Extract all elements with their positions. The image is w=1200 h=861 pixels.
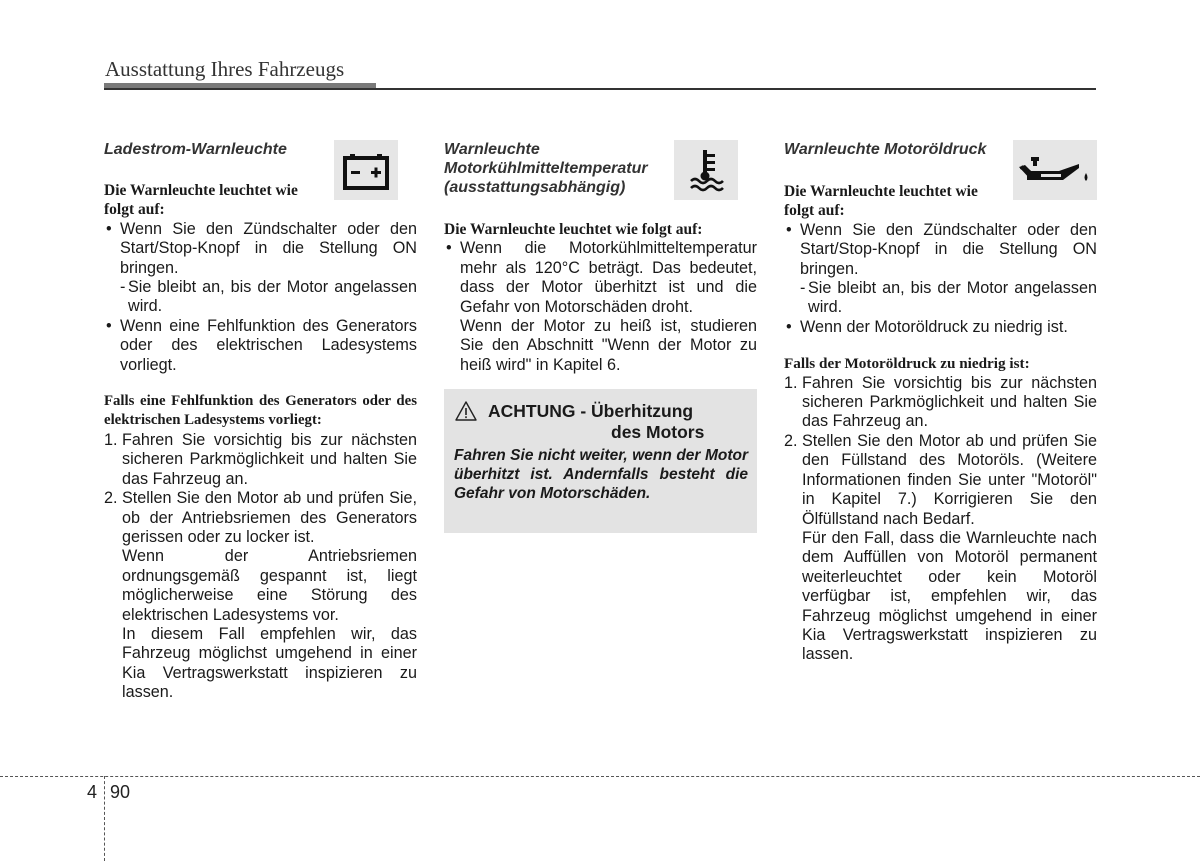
column-oil-pressure-warning xyxy=(784,140,1097,665)
page-header-title: Ausstattung Ihres Fahrzeugs xyxy=(105,57,345,81)
section-title: Warnleuchte Motoröldruck xyxy=(784,141,987,158)
chapter-number: 4 xyxy=(87,782,98,802)
warning-body: Fahren Sie nicht weiter, wenn der Motor überhitzt ist. Andernfalls besteht die Gefahr von Motorschäden. xyxy=(454,447,748,503)
section-title: Ladestrom-Warnleuchte xyxy=(104,141,287,158)
list-item: • Wenn Sie den Zündschalter oder den Start/Stop-Knopf in die Stellung ON bringen. xyxy=(784,221,1097,279)
warning-title: ACHTUNG - Überhitzung des Motors xyxy=(488,401,705,442)
page-number: 90 xyxy=(110,782,131,802)
list-item: • Wenn eine Fehlfunktion des Generators oder des elektrischen Ladesystems vorliegt. xyxy=(104,317,417,375)
list-subitem: - Sie bleibt an, bis der Motor angelassen wird. xyxy=(800,279,1097,317)
list-item: 1. Fahren Sie vorsichtig bis zur nächsten sicheren Parkmöglichkeit und halten Sie das Fahrzeug an. xyxy=(104,430,417,488)
paragraph: In diesem Fall empfehlen wir, das Fahrzeug möglichst umgehend in einer Kia Vertragswerkstatt inspizieren zu lassen. xyxy=(122,624,417,702)
lead-text: Falls der Motoröldruck zu niedrig ist: xyxy=(784,355,1030,373)
footer-divider xyxy=(104,776,105,861)
list-item: 2. Stellen Sie den Motor ab und prüfen Sie den Füllstand des Motoröls. (Weitere Informationen finden Sie unter "Motoröl" in Kapitel 7.) Korrigieren Sie den Ölfüllstand nach Bedarf. xyxy=(784,431,1097,528)
lead-text: Die Warnleuchte leuchtet wie folgt auf: xyxy=(784,183,978,220)
list-item: • Wenn Sie den Zündschalter oder den Start/Stop-Knopf in die Stellung ON bringen. xyxy=(104,220,417,278)
list-item: • Wenn der Motoröldruck zu niedrig ist. xyxy=(784,318,1097,337)
lead-text: Die Warnleuchte leuchtet wie folgt auf: xyxy=(444,221,703,238)
lead-text: Falls eine Fehlfunktion des Generators oder des elektrischen Ladesystems vorliegt: xyxy=(104,393,417,429)
paragraph: Für den Fall, dass die Warnleuchte nach dem Auffüllen von Motoröl permanent weiterleuchtet oder kein Motoröl verfügbar ist, empfehlen wir, das Fahrzeug möglichst umgehend in einer Kia Vertragswerkstatt inspizieren zu lassen. xyxy=(802,528,1097,664)
warning-box xyxy=(444,389,757,533)
paragraph: Wenn der Antriebsriemen ordnungsgemäß gespannt ist, liegt möglicherweise eine Störung des elektrischen Ladesystems vor. xyxy=(122,547,417,624)
column-charging-warning xyxy=(104,140,417,703)
list-item: 1. Fahren Sie vorsichtig bis zur nächsten sicheren Parkmöglichkeit und halten Sie das Fahrzeug an. xyxy=(784,373,1097,431)
footer-rule xyxy=(0,776,1200,777)
lead-text: Die Warnleuchte leuchtet wie folgt auf: xyxy=(104,182,298,219)
header-rule xyxy=(104,88,1096,90)
list-subitem: - Sie bleibt an, bis der Motor angelassen wird. xyxy=(120,278,417,316)
paragraph: Wenn der Motor zu heiß ist, studieren Sie den Abschnitt "Wenn der Motor zu heiß wird" in Kapitel 6. xyxy=(460,317,757,374)
section-title: Warnleuchte Motorkühlmitteltemperatur (ausstattungsabhängig) xyxy=(444,141,648,196)
list-item: 2. Stellen Sie den Motor ab und prüfen Sie, ob der Antriebsriemen des Generators gerissen oder zu locker ist. xyxy=(104,489,417,546)
column-coolant-warning xyxy=(444,140,757,375)
list-item: • Wenn die Motorkühlmitteltemperatur mehr als 120°C beträgt. Das bedeutet, dass der Motor überhitzt ist und die Gefahr von Motorschäden droht. xyxy=(444,239,757,317)
